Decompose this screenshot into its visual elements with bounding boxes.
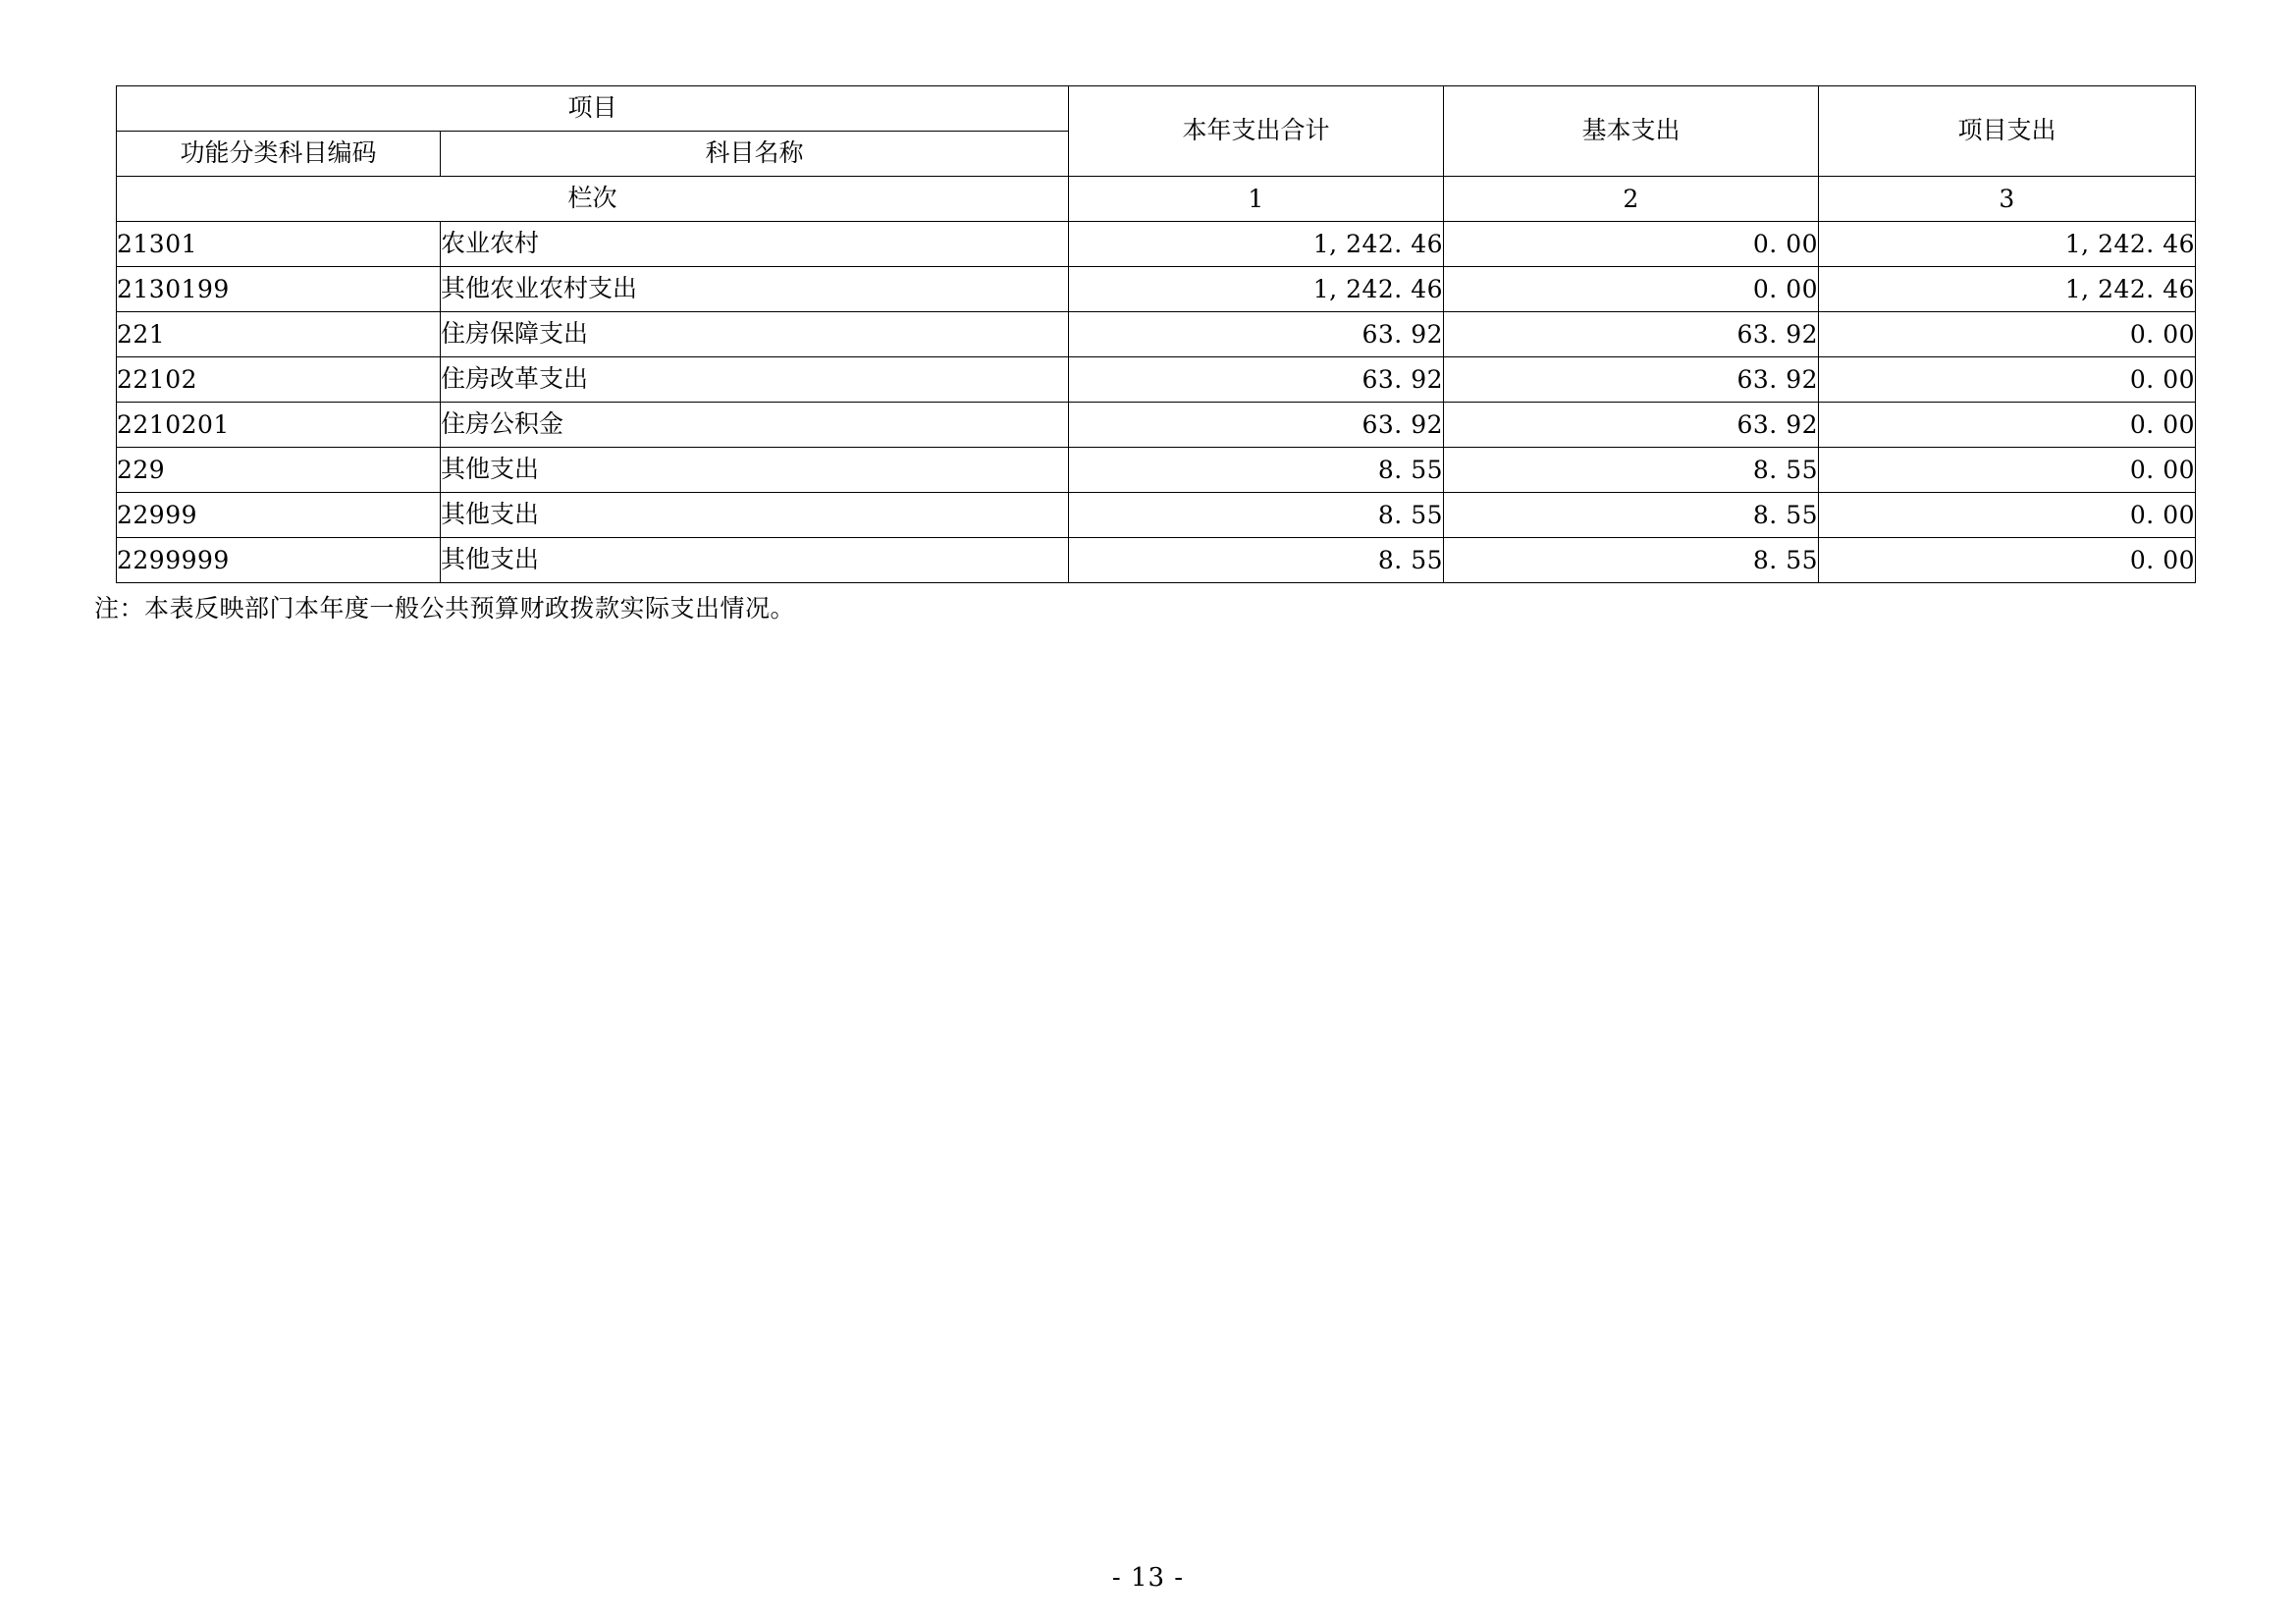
cell-code: 2210201: [117, 403, 441, 448]
header-row-top: [117, 86, 2196, 132]
table-row: [117, 222, 2196, 267]
cell-code: 22102: [117, 357, 441, 403]
cell-code: 2130199: [117, 267, 441, 312]
cell-total: 1, 242. 46: [1069, 222, 1444, 267]
cell-name: 住房公积金: [441, 403, 1069, 448]
cell-basic: 0. 00: [1444, 267, 1819, 312]
cell-basic: 63. 92: [1444, 312, 1819, 357]
cell-project: 1, 242. 46: [1819, 222, 2196, 267]
cell-code: 221: [117, 312, 441, 357]
cell-project: 0. 00: [1819, 403, 2196, 448]
table-header: [117, 86, 2196, 222]
cell-project: 0. 00: [1819, 448, 2196, 493]
cell-code: 2299999: [117, 538, 441, 583]
cell-total: 8. 55: [1069, 448, 1444, 493]
cell-total: 8. 55: [1069, 493, 1444, 538]
cell-project: 0. 00: [1819, 357, 2196, 403]
row-index-label: 栏次: [117, 177, 1069, 222]
table-row: [117, 357, 2196, 403]
cell-basic: 63. 92: [1444, 403, 1819, 448]
table-row: [117, 448, 2196, 493]
header-col-code: 功能分类科目编码: [117, 132, 441, 177]
cell-name: 其他支出: [441, 493, 1069, 538]
cell-project: 0. 00: [1819, 538, 2196, 583]
cell-basic: 0. 00: [1444, 222, 1819, 267]
row-index-2: 2: [1444, 177, 1819, 222]
table-row: [117, 403, 2196, 448]
cell-project: 0. 00: [1819, 493, 2196, 538]
cell-code: 229: [117, 448, 441, 493]
cell-total: 63. 92: [1069, 312, 1444, 357]
row-index-1: 1: [1069, 177, 1444, 222]
cell-total: 63. 92: [1069, 403, 1444, 448]
cell-name: 农业农村: [441, 222, 1069, 267]
cell-basic: 8. 55: [1444, 538, 1819, 583]
table-row: [117, 312, 2196, 357]
cell-code: 22999: [117, 493, 441, 538]
cell-name: 住房保障支出: [441, 312, 1069, 357]
cell-basic: 63. 92: [1444, 357, 1819, 403]
cell-name: 其他农业农村支出: [441, 267, 1069, 312]
cell-name: 住房改革支出: [441, 357, 1069, 403]
cell-total: 63. 92: [1069, 357, 1444, 403]
table-body: [117, 222, 2196, 583]
cell-total: 1, 242. 46: [1069, 267, 1444, 312]
header-group-item: 项目: [117, 86, 1069, 132]
budget-table-container: [116, 85, 2195, 583]
cell-basic: 8. 55: [1444, 493, 1819, 538]
cell-name: 其他支出: [441, 538, 1069, 583]
header-col-project: 项目支出: [1819, 86, 2196, 177]
row-index-3: 3: [1819, 177, 2196, 222]
table-row: [117, 267, 2196, 312]
budget-expenditure-table: [116, 85, 2196, 583]
cell-code: 21301: [117, 222, 441, 267]
header-row-index: [117, 177, 2196, 222]
header-col-total: 本年支出合计: [1069, 86, 1444, 177]
table-note: 注：本表反映部门本年度一般公共预算财政拨款实际支出情况。: [94, 596, 796, 623]
cell-name: 其他支出: [441, 448, 1069, 493]
header-col-name: 科目名称: [441, 132, 1069, 177]
table-row: [117, 538, 2196, 583]
cell-basic: 8. 55: [1444, 448, 1819, 493]
cell-total: 8. 55: [1069, 538, 1444, 583]
cell-project: 1, 242. 46: [1819, 267, 2196, 312]
cell-project: 0. 00: [1819, 312, 2196, 357]
page-number: - 13 -: [1111, 1563, 1185, 1593]
header-col-basic: 基本支出: [1444, 86, 1819, 177]
table-row: [117, 493, 2196, 538]
